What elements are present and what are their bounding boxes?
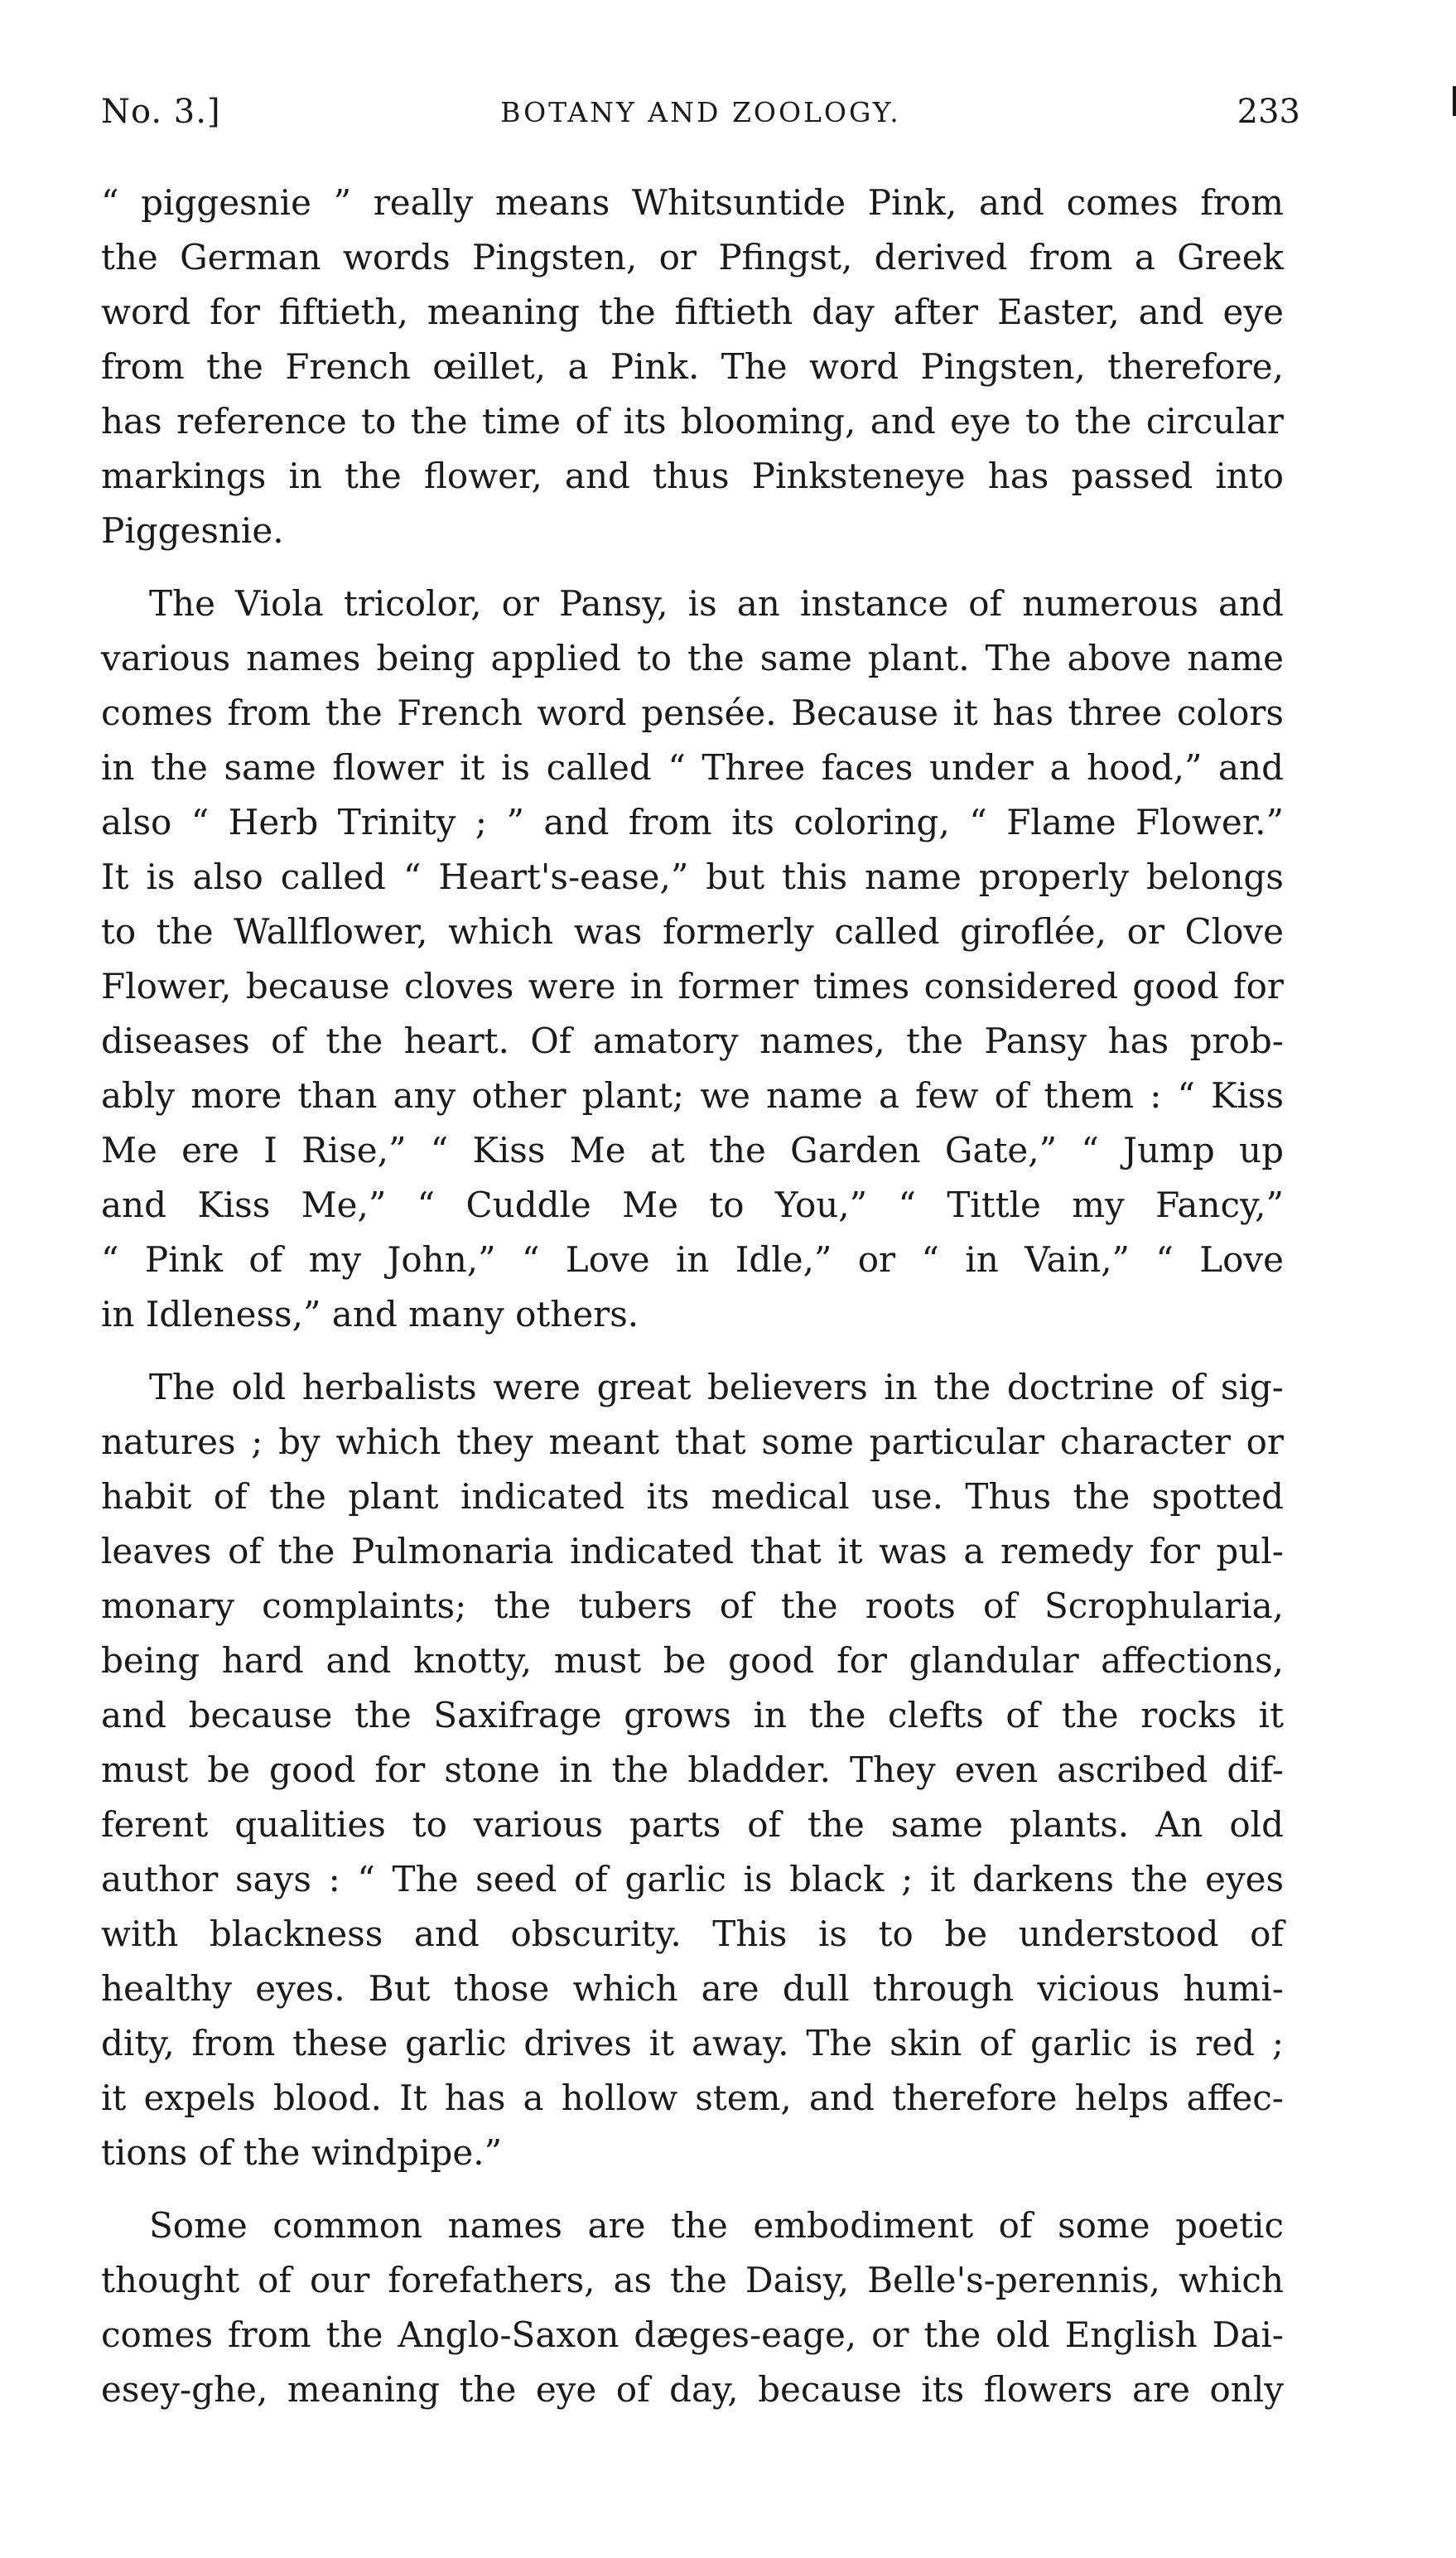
paragraph-gap (101, 1342, 1284, 1360)
text-line: Flower, because cloves were in former times considered good for (101, 966, 1284, 1006)
text-line: “ Pink of my John,” “ Love in Idle,” or “ in Vain,” “ Love (101, 1239, 1284, 1280)
text-line: Me ere I Rise,” “ Kiss Me at the Garden Gate,” “ Jump up (101, 1130, 1284, 1170)
text-line: and Kiss Me,” “ Cuddle Me to You,” “ Tittle my Fancy,” (101, 1185, 1284, 1225)
text-line: “ piggesnie ” really means Whitsuntide Pink, and comes from (101, 182, 1284, 223)
page-number: 233 (1237, 93, 1300, 131)
text-line: Some common names are the embodiment of some poetic (149, 2205, 1284, 2246)
text-line: comes from the French word pensée. Because it has three colors (101, 693, 1284, 733)
text-line: in the same flower it is called “ Three faces under a hood,” and (101, 747, 1284, 788)
section-title: BOTANY AND ZOOLOGY. (500, 96, 901, 128)
paragraph-piggesnie (101, 176, 1284, 558)
text-line: habit of the plant indicated its medical use. Thus the spotted (101, 1476, 1284, 1517)
page-edge-mark (1453, 86, 1456, 116)
text-line: and because the Saxifrage grows in the clefts of the rocks it (101, 1695, 1284, 1735)
text-line: esey-ghe, meaning the eye of day, because its flowers are only (101, 2369, 1284, 2410)
text-line: the German words Pingsten, or Pfingst, derived from a Greek (101, 237, 1284, 278)
text-line: in Idleness,” and many others. (101, 1294, 639, 1335)
text-line: natures ; by which they meant that some particular character or (101, 1421, 1284, 1462)
running-head (101, 93, 1300, 142)
paragraph-doctrine-of-signatures (101, 1360, 1284, 2180)
text-line: leaves of the Pulmonaria indicated that it was a remedy for pul- (101, 1531, 1284, 1571)
text-line: dity, from these garlic drives it away. The skin of garlic is red ; (101, 2023, 1284, 2063)
text-line: The Viola tricolor, or Pansy, is an instance of numerous and (149, 583, 1284, 624)
text-line: healthy eyes. But those which are dull through vicious humi- (101, 1968, 1284, 2009)
text-line: from the French œillet, a Pink. The word Pingsten, therefore, (101, 346, 1284, 387)
text-line: various names being applied to the same plant. The above name (101, 638, 1284, 678)
text-line: Piggesnie. (101, 510, 284, 551)
text-line: monary complaints; the tubers of the roots of Scrophularia, (101, 1585, 1284, 1626)
text-line: ably more than any other plant; we name a few of them : “ Kiss (101, 1075, 1284, 1116)
paragraph-gap (101, 558, 1284, 577)
paragraph-gap (101, 2180, 1284, 2198)
text-line: also “ Herb Trinity ; ” and from its coloring, “ Flame Flower.” (101, 802, 1284, 842)
paragraph-common-names (101, 2198, 1284, 2417)
text-line: comes from the Anglo-Saxon dæges-eage, or the old English Dai- (101, 2314, 1284, 2355)
text-line: being hard and knotty, must be good for glandular affections, (101, 1640, 1284, 1681)
text-line: must be good for stone in the bladder. They even ascribed dif- (101, 1750, 1284, 1790)
text-line: ferent qualities to various parts of the same plants. An old (101, 1804, 1284, 1845)
text-line: with blackness and obscurity. This is to be understood of (101, 1914, 1284, 1954)
text-line: has reference to the time of its blooming, and eye to the circular (101, 401, 1284, 442)
issue-number: No. 3.] (101, 93, 221, 131)
text-line: markings in the flower, and thus Pinksteneye has passed into (101, 456, 1284, 496)
text-line: It is also called “ Heart's-ease,” but this name properly belongs (101, 857, 1284, 897)
text-line: author says : “ The seed of garlic is black ; it darkens the eyes (101, 1859, 1284, 1899)
text-line: to the Wallflower, which was formerly called giroflée, or Clove (101, 911, 1284, 952)
paragraph-viola-tricolor (101, 577, 1284, 1342)
text-line: it expels blood. It has a hollow stem, and therefore helps affec- (101, 2078, 1284, 2118)
text-line: thought of our forefathers, as the Daisy, Belle's-perennis, which (101, 2260, 1284, 2300)
body-text (101, 176, 1284, 2417)
text-line: The old herbalists were great believers in the doctrine of sig- (149, 1367, 1284, 1407)
text-line: tions of the windpipe.” (101, 2132, 503, 2173)
text-line: word for fiftieth, meaning the fiftieth day after Easter, and eye (101, 292, 1284, 332)
text-line: diseases of the heart. Of amatory names, the Pansy has prob- (101, 1021, 1284, 1061)
